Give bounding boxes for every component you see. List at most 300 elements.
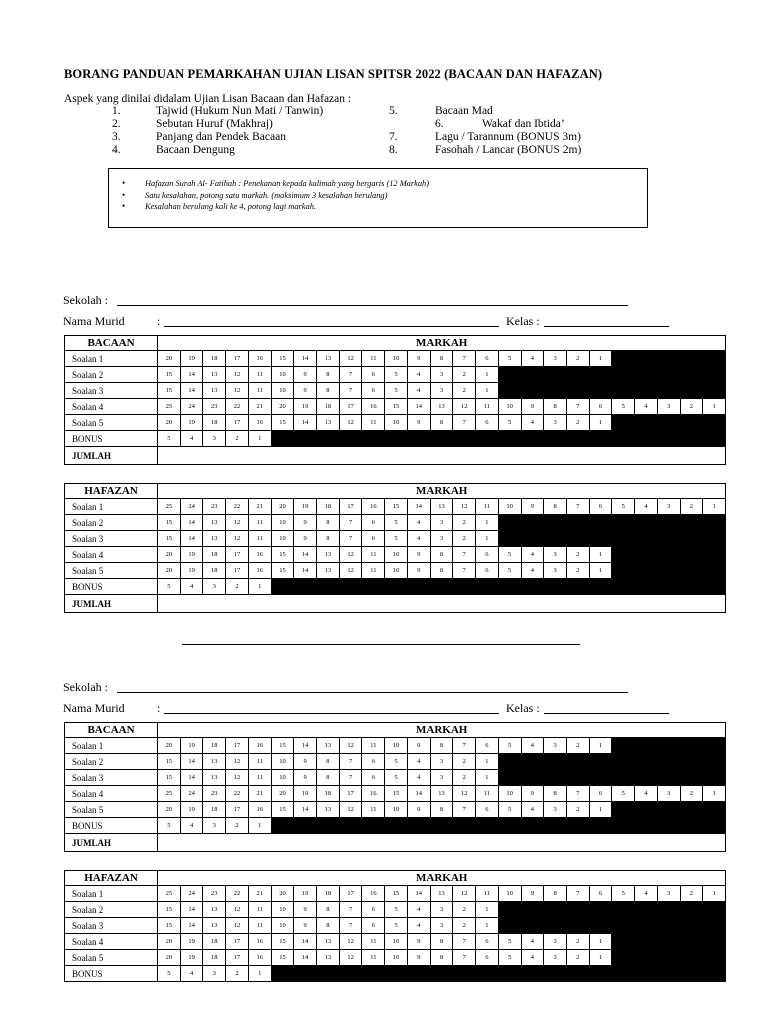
score-cell[interactable]: 10 bbox=[385, 415, 408, 431]
score-cell[interactable]: 25 bbox=[158, 399, 181, 415]
score-cell[interactable]: 17 bbox=[339, 886, 362, 902]
score-cell[interactable]: 18 bbox=[203, 415, 226, 431]
score-cell[interactable]: 8 bbox=[544, 499, 567, 515]
score-cell[interactable]: 14 bbox=[294, 351, 317, 367]
score-cell[interactable]: 12 bbox=[453, 786, 476, 802]
score-cell[interactable]: 10 bbox=[498, 399, 521, 415]
score-cell[interactable]: 20 bbox=[158, 802, 181, 818]
score-cell[interactable]: 10 bbox=[271, 367, 294, 383]
score-cell[interactable]: 14 bbox=[407, 399, 430, 415]
score-cell[interactable]: 17 bbox=[226, 547, 249, 563]
score-cell[interactable]: 13 bbox=[203, 754, 226, 770]
score-cell[interactable]: 5 bbox=[158, 579, 181, 595]
score-cell[interactable]: 16 bbox=[248, 950, 271, 966]
score-cell[interactable]: 7 bbox=[453, 351, 476, 367]
score-cell[interactable]: 4 bbox=[521, 934, 544, 950]
score-cell[interactable]: 4 bbox=[407, 918, 430, 934]
score-cell[interactable]: 5 bbox=[498, 415, 521, 431]
score-cell[interactable]: 20 bbox=[158, 547, 181, 563]
score-cell[interactable]: 14 bbox=[294, 934, 317, 950]
score-cell[interactable]: 15 bbox=[271, 547, 294, 563]
score-cell[interactable]: 4 bbox=[407, 383, 430, 399]
score-cell[interactable]: 21 bbox=[248, 399, 271, 415]
score-cell[interactable]: 19 bbox=[180, 950, 203, 966]
score-cell[interactable]: 2 bbox=[680, 786, 703, 802]
score-cell[interactable]: 9 bbox=[294, 918, 317, 934]
score-cell[interactable]: 15 bbox=[271, 415, 294, 431]
score-cell[interactable]: 2 bbox=[453, 515, 476, 531]
score-cell[interactable]: 22 bbox=[226, 399, 249, 415]
score-cell[interactable]: 5 bbox=[498, 351, 521, 367]
score-cell[interactable]: 18 bbox=[203, 351, 226, 367]
score-cell[interactable]: 12 bbox=[339, 547, 362, 563]
score-cell[interactable]: 12 bbox=[226, 531, 249, 547]
score-cell[interactable]: 4 bbox=[521, 415, 544, 431]
score-cell[interactable]: 11 bbox=[362, 547, 385, 563]
score-cell[interactable]: 6 bbox=[476, 934, 499, 950]
score-cell[interactable]: 20 bbox=[271, 886, 294, 902]
score-cell[interactable]: 9 bbox=[294, 902, 317, 918]
score-cell[interactable]: 14 bbox=[407, 499, 430, 515]
score-cell[interactable]: 2 bbox=[566, 950, 589, 966]
score-cell[interactable]: 15 bbox=[271, 738, 294, 754]
score-cell[interactable]: 14 bbox=[407, 886, 430, 902]
score-cell[interactable]: 16 bbox=[362, 399, 385, 415]
score-cell[interactable]: 1 bbox=[476, 383, 499, 399]
score-cell[interactable]: 8 bbox=[317, 531, 340, 547]
score-cell[interactable]: 25 bbox=[158, 499, 181, 515]
score-cell[interactable]: 13 bbox=[430, 786, 453, 802]
score-cell[interactable]: 20 bbox=[271, 499, 294, 515]
score-cell[interactable]: 4 bbox=[180, 818, 203, 834]
score-cell[interactable]: 8 bbox=[430, 351, 453, 367]
score-cell[interactable]: 19 bbox=[180, 351, 203, 367]
score-cell[interactable]: 12 bbox=[453, 886, 476, 902]
score-cell[interactable]: 7 bbox=[453, 738, 476, 754]
score-cell[interactable]: 1 bbox=[589, 934, 612, 950]
score-cell[interactable]: 13 bbox=[317, 351, 340, 367]
sekolah-input-line[interactable] bbox=[117, 305, 628, 306]
score-cell[interactable]: 11 bbox=[476, 786, 499, 802]
score-cell[interactable]: 7 bbox=[453, 563, 476, 579]
score-cell[interactable]: 18 bbox=[317, 399, 340, 415]
score-cell[interactable]: 4 bbox=[180, 579, 203, 595]
score-cell[interactable]: 22 bbox=[226, 786, 249, 802]
score-cell[interactable]: 8 bbox=[430, 547, 453, 563]
score-cell[interactable]: 12 bbox=[453, 399, 476, 415]
score-cell[interactable]: 9 bbox=[407, 802, 430, 818]
score-cell[interactable]: 10 bbox=[271, 770, 294, 786]
score-cell[interactable]: 17 bbox=[226, 563, 249, 579]
score-cell[interactable]: 1 bbox=[589, 950, 612, 966]
score-cell[interactable]: 8 bbox=[544, 786, 567, 802]
score-cell[interactable]: 7 bbox=[339, 367, 362, 383]
score-cell[interactable]: 7 bbox=[339, 515, 362, 531]
score-cell[interactable]: 7 bbox=[339, 902, 362, 918]
score-cell[interactable]: 16 bbox=[362, 886, 385, 902]
score-cell[interactable]: 6 bbox=[476, 738, 499, 754]
score-cell[interactable]: 12 bbox=[226, 754, 249, 770]
score-cell[interactable]: 3 bbox=[430, 754, 453, 770]
score-cell[interactable]: 14 bbox=[180, 770, 203, 786]
score-cell[interactable]: 6 bbox=[362, 754, 385, 770]
score-cell[interactable]: 21 bbox=[248, 886, 271, 902]
score-cell[interactable]: 1 bbox=[248, 579, 271, 595]
score-cell[interactable]: 11 bbox=[362, 415, 385, 431]
score-cell[interactable]: 9 bbox=[407, 351, 430, 367]
score-cell[interactable]: 1 bbox=[589, 547, 612, 563]
score-cell[interactable]: 24 bbox=[180, 399, 203, 415]
score-cell[interactable]: 9 bbox=[294, 383, 317, 399]
score-cell[interactable]: 12 bbox=[339, 934, 362, 950]
score-cell[interactable]: 1 bbox=[476, 918, 499, 934]
score-cell[interactable]: 9 bbox=[407, 934, 430, 950]
score-cell[interactable]: 14 bbox=[294, 802, 317, 818]
score-cell[interactable]: 6 bbox=[362, 918, 385, 934]
score-cell[interactable]: 10 bbox=[271, 902, 294, 918]
score-cell[interactable]: 7 bbox=[339, 918, 362, 934]
score-cell[interactable]: 12 bbox=[226, 770, 249, 786]
score-cell[interactable]: 18 bbox=[317, 786, 340, 802]
score-cell[interactable]: 18 bbox=[203, 802, 226, 818]
score-cell[interactable]: 9 bbox=[521, 499, 544, 515]
score-cell[interactable]: 4 bbox=[635, 399, 658, 415]
score-cell[interactable]: 13 bbox=[203, 367, 226, 383]
score-cell[interactable]: 6 bbox=[589, 399, 612, 415]
score-cell[interactable]: 12 bbox=[226, 367, 249, 383]
score-cell[interactable]: 9 bbox=[294, 367, 317, 383]
score-cell[interactable]: 20 bbox=[158, 415, 181, 431]
score-cell[interactable]: 9 bbox=[294, 515, 317, 531]
score-cell[interactable]: 5 bbox=[385, 531, 408, 547]
score-cell[interactable]: 20 bbox=[158, 563, 181, 579]
score-cell[interactable]: 2 bbox=[566, 415, 589, 431]
score-cell[interactable]: 14 bbox=[180, 754, 203, 770]
score-cell[interactable]: 5 bbox=[612, 786, 635, 802]
score-cell[interactable]: 23 bbox=[203, 399, 226, 415]
score-cell[interactable]: 18 bbox=[203, 738, 226, 754]
score-cell[interactable]: 1 bbox=[248, 966, 271, 982]
score-cell[interactable]: 10 bbox=[271, 515, 294, 531]
score-cell[interactable]: 9 bbox=[407, 950, 430, 966]
score-cell[interactable]: 16 bbox=[248, 351, 271, 367]
score-cell[interactable]: 15 bbox=[271, 563, 294, 579]
score-cell[interactable]: 16 bbox=[248, 738, 271, 754]
score-cell[interactable]: 5 bbox=[498, 547, 521, 563]
score-cell[interactable]: 4 bbox=[407, 770, 430, 786]
score-cell[interactable]: 1 bbox=[248, 431, 271, 447]
score-cell[interactable]: 15 bbox=[158, 902, 181, 918]
score-cell[interactable]: 8 bbox=[317, 383, 340, 399]
score-cell[interactable]: 5 bbox=[612, 399, 635, 415]
score-cell[interactable]: 8 bbox=[317, 902, 340, 918]
score-cell[interactable]: 2 bbox=[226, 966, 249, 982]
score-cell[interactable]: 15 bbox=[385, 886, 408, 902]
score-cell[interactable]: 4 bbox=[635, 786, 658, 802]
score-cell[interactable]: 14 bbox=[294, 547, 317, 563]
score-cell[interactable]: 18 bbox=[317, 886, 340, 902]
score-cell[interactable]: 3 bbox=[544, 415, 567, 431]
score-cell[interactable]: 11 bbox=[362, 950, 385, 966]
score-cell[interactable]: 9 bbox=[407, 547, 430, 563]
score-cell[interactable]: 10 bbox=[385, 547, 408, 563]
score-cell[interactable]: 3 bbox=[203, 579, 226, 595]
score-cell[interactable]: 10 bbox=[271, 531, 294, 547]
score-cell[interactable]: 3 bbox=[430, 383, 453, 399]
score-cell[interactable]: 10 bbox=[498, 786, 521, 802]
score-cell[interactable]: 15 bbox=[158, 367, 181, 383]
score-cell[interactable]: 1 bbox=[589, 563, 612, 579]
score-cell[interactable]: 5 bbox=[498, 738, 521, 754]
score-cell[interactable]: 12 bbox=[339, 351, 362, 367]
jumlah-input[interactable] bbox=[158, 595, 726, 613]
score-cell[interactable]: 9 bbox=[521, 399, 544, 415]
score-cell[interactable]: 7 bbox=[339, 754, 362, 770]
score-cell[interactable]: 19 bbox=[294, 399, 317, 415]
score-cell[interactable]: 8 bbox=[430, 802, 453, 818]
score-cell[interactable]: 22 bbox=[226, 499, 249, 515]
score-cell[interactable]: 3 bbox=[544, 738, 567, 754]
score-cell[interactable]: 2 bbox=[453, 754, 476, 770]
score-cell[interactable]: 7 bbox=[339, 383, 362, 399]
score-cell[interactable]: 21 bbox=[248, 499, 271, 515]
score-cell[interactable]: 1 bbox=[589, 738, 612, 754]
score-cell[interactable]: 7 bbox=[566, 499, 589, 515]
score-cell[interactable]: 13 bbox=[203, 770, 226, 786]
score-cell[interactable]: 5 bbox=[612, 499, 635, 515]
score-cell[interactable]: 3 bbox=[430, 770, 453, 786]
score-cell[interactable]: 14 bbox=[294, 563, 317, 579]
score-cell[interactable]: 2 bbox=[566, 802, 589, 818]
score-cell[interactable]: 15 bbox=[271, 802, 294, 818]
score-cell[interactable]: 2 bbox=[680, 399, 703, 415]
score-cell[interactable]: 17 bbox=[226, 934, 249, 950]
score-cell[interactable]: 7 bbox=[453, 950, 476, 966]
score-cell[interactable]: 1 bbox=[476, 531, 499, 547]
score-cell[interactable]: 19 bbox=[180, 415, 203, 431]
score-cell[interactable]: 14 bbox=[180, 515, 203, 531]
score-cell[interactable]: 3 bbox=[544, 563, 567, 579]
score-cell[interactable]: 8 bbox=[317, 367, 340, 383]
score-cell[interactable]: 5 bbox=[385, 367, 408, 383]
score-cell[interactable]: 6 bbox=[476, 563, 499, 579]
score-cell[interactable]: 9 bbox=[294, 770, 317, 786]
score-cell[interactable]: 5 bbox=[385, 383, 408, 399]
score-cell[interactable]: 12 bbox=[339, 738, 362, 754]
score-cell[interactable]: 12 bbox=[339, 415, 362, 431]
score-cell[interactable]: 13 bbox=[317, 415, 340, 431]
score-cell[interactable]: 8 bbox=[430, 950, 453, 966]
score-cell[interactable]: 1 bbox=[589, 351, 612, 367]
score-cell[interactable]: 18 bbox=[203, 950, 226, 966]
score-cell[interactable]: 9 bbox=[407, 415, 430, 431]
score-cell[interactable]: 8 bbox=[430, 934, 453, 950]
score-cell[interactable]: 15 bbox=[385, 499, 408, 515]
score-cell[interactable]: 6 bbox=[362, 515, 385, 531]
score-cell[interactable]: 8 bbox=[430, 738, 453, 754]
score-cell[interactable]: 2 bbox=[453, 367, 476, 383]
score-cell[interactable]: 6 bbox=[589, 886, 612, 902]
score-cell[interactable]: 3 bbox=[203, 966, 226, 982]
score-cell[interactable]: 4 bbox=[180, 431, 203, 447]
score-cell[interactable]: 4 bbox=[407, 367, 430, 383]
score-cell[interactable]: 7 bbox=[453, 415, 476, 431]
score-cell[interactable]: 2 bbox=[680, 499, 703, 515]
nama-murid-input-line[interactable] bbox=[164, 713, 499, 714]
score-cell[interactable]: 11 bbox=[248, 515, 271, 531]
score-cell[interactable]: 2 bbox=[226, 818, 249, 834]
score-cell[interactable]: 6 bbox=[476, 950, 499, 966]
score-cell[interactable]: 1 bbox=[703, 786, 726, 802]
score-cell[interactable]: 3 bbox=[544, 547, 567, 563]
score-cell[interactable]: 3 bbox=[430, 515, 453, 531]
score-cell[interactable]: 12 bbox=[226, 902, 249, 918]
score-cell[interactable]: 13 bbox=[203, 531, 226, 547]
score-cell[interactable]: 8 bbox=[317, 918, 340, 934]
score-cell[interactable]: 5 bbox=[498, 934, 521, 950]
score-cell[interactable]: 2 bbox=[453, 902, 476, 918]
score-cell[interactable]: 5 bbox=[158, 818, 181, 834]
score-cell[interactable]: 7 bbox=[339, 531, 362, 547]
score-cell[interactable]: 9 bbox=[294, 754, 317, 770]
score-cell[interactable]: 6 bbox=[476, 351, 499, 367]
score-cell[interactable]: 15 bbox=[271, 950, 294, 966]
score-cell[interactable]: 14 bbox=[180, 367, 203, 383]
score-cell[interactable]: 6 bbox=[362, 383, 385, 399]
score-cell[interactable]: 8 bbox=[317, 770, 340, 786]
score-cell[interactable]: 11 bbox=[362, 934, 385, 950]
score-cell[interactable]: 14 bbox=[407, 786, 430, 802]
score-cell[interactable]: 19 bbox=[180, 934, 203, 950]
score-cell[interactable]: 17 bbox=[226, 415, 249, 431]
kelas-input-line[interactable] bbox=[544, 713, 669, 714]
score-cell[interactable]: 3 bbox=[657, 786, 680, 802]
score-cell[interactable]: 12 bbox=[453, 499, 476, 515]
score-cell[interactable]: 25 bbox=[158, 886, 181, 902]
score-cell[interactable]: 5 bbox=[385, 515, 408, 531]
score-cell[interactable]: 5 bbox=[385, 754, 408, 770]
score-cell[interactable]: 19 bbox=[180, 547, 203, 563]
score-cell[interactable]: 13 bbox=[317, 563, 340, 579]
score-cell[interactable]: 13 bbox=[203, 515, 226, 531]
score-cell[interactable]: 3 bbox=[544, 934, 567, 950]
score-cell[interactable]: 20 bbox=[271, 399, 294, 415]
score-cell[interactable]: 12 bbox=[226, 383, 249, 399]
score-cell[interactable]: 6 bbox=[476, 415, 499, 431]
score-cell[interactable]: 15 bbox=[271, 934, 294, 950]
score-cell[interactable]: 13 bbox=[430, 399, 453, 415]
score-cell[interactable]: 16 bbox=[362, 786, 385, 802]
score-cell[interactable]: 15 bbox=[158, 918, 181, 934]
score-cell[interactable]: 14 bbox=[180, 531, 203, 547]
score-cell[interactable]: 5 bbox=[385, 902, 408, 918]
score-cell[interactable]: 17 bbox=[339, 786, 362, 802]
score-cell[interactable]: 6 bbox=[589, 786, 612, 802]
score-cell[interactable]: 17 bbox=[226, 950, 249, 966]
score-cell[interactable]: 16 bbox=[248, 415, 271, 431]
score-cell[interactable]: 13 bbox=[203, 918, 226, 934]
score-cell[interactable]: 24 bbox=[180, 499, 203, 515]
score-cell[interactable]: 11 bbox=[248, 902, 271, 918]
score-cell[interactable]: 11 bbox=[362, 738, 385, 754]
score-cell[interactable]: 13 bbox=[203, 902, 226, 918]
score-cell[interactable]: 2 bbox=[566, 934, 589, 950]
score-cell[interactable]: 3 bbox=[430, 902, 453, 918]
score-cell[interactable]: 19 bbox=[180, 563, 203, 579]
score-cell[interactable]: 1 bbox=[476, 754, 499, 770]
sekolah-input-line[interactable] bbox=[117, 692, 628, 693]
score-cell[interactable]: 10 bbox=[271, 383, 294, 399]
score-cell[interactable]: 3 bbox=[430, 531, 453, 547]
score-cell[interactable]: 4 bbox=[635, 886, 658, 902]
score-cell[interactable]: 10 bbox=[271, 754, 294, 770]
score-cell[interactable]: 6 bbox=[362, 770, 385, 786]
score-cell[interactable]: 3 bbox=[657, 399, 680, 415]
score-cell[interactable]: 4 bbox=[521, 738, 544, 754]
score-cell[interactable]: 15 bbox=[158, 515, 181, 531]
score-cell[interactable]: 1 bbox=[589, 802, 612, 818]
score-cell[interactable]: 4 bbox=[521, 547, 544, 563]
score-cell[interactable]: 17 bbox=[226, 802, 249, 818]
score-cell[interactable]: 16 bbox=[248, 934, 271, 950]
score-cell[interactable]: 5 bbox=[498, 950, 521, 966]
score-cell[interactable]: 16 bbox=[248, 802, 271, 818]
score-cell[interactable]: 8 bbox=[544, 399, 567, 415]
score-cell[interactable]: 2 bbox=[453, 383, 476, 399]
score-cell[interactable]: 11 bbox=[476, 499, 499, 515]
score-cell[interactable]: 14 bbox=[180, 902, 203, 918]
score-cell[interactable]: 23 bbox=[203, 786, 226, 802]
score-cell[interactable]: 3 bbox=[544, 950, 567, 966]
score-cell[interactable]: 17 bbox=[339, 399, 362, 415]
score-cell[interactable]: 3 bbox=[544, 351, 567, 367]
score-cell[interactable]: 1 bbox=[589, 415, 612, 431]
score-cell[interactable]: 11 bbox=[362, 351, 385, 367]
score-cell[interactable]: 7 bbox=[566, 886, 589, 902]
score-cell[interactable]: 8 bbox=[317, 754, 340, 770]
score-cell[interactable]: 1 bbox=[476, 902, 499, 918]
score-cell[interactable]: 19 bbox=[294, 786, 317, 802]
score-cell[interactable]: 11 bbox=[362, 802, 385, 818]
score-cell[interactable]: 4 bbox=[407, 902, 430, 918]
score-cell[interactable]: 14 bbox=[294, 950, 317, 966]
score-cell[interactable]: 9 bbox=[521, 886, 544, 902]
nama-murid-input-line[interactable] bbox=[164, 326, 499, 327]
score-cell[interactable]: 11 bbox=[248, 770, 271, 786]
score-cell[interactable]: 3 bbox=[657, 499, 680, 515]
score-cell[interactable]: 20 bbox=[158, 351, 181, 367]
score-cell[interactable]: 18 bbox=[203, 547, 226, 563]
score-cell[interactable]: 15 bbox=[158, 770, 181, 786]
score-cell[interactable]: 12 bbox=[339, 563, 362, 579]
score-cell[interactable]: 8 bbox=[317, 515, 340, 531]
score-cell[interactable]: 9 bbox=[521, 786, 544, 802]
score-cell[interactable]: 5 bbox=[158, 431, 181, 447]
score-cell[interactable]: 5 bbox=[385, 918, 408, 934]
score-cell[interactable]: 9 bbox=[294, 531, 317, 547]
score-cell[interactable]: 8 bbox=[430, 415, 453, 431]
score-cell[interactable]: 24 bbox=[180, 886, 203, 902]
score-cell[interactable]: 20 bbox=[158, 738, 181, 754]
score-cell[interactable]: 2 bbox=[453, 918, 476, 934]
score-cell[interactable]: 2 bbox=[226, 431, 249, 447]
score-cell[interactable]: 5 bbox=[612, 886, 635, 902]
score-cell[interactable]: 15 bbox=[385, 786, 408, 802]
score-cell[interactable]: 13 bbox=[430, 499, 453, 515]
score-cell[interactable]: 5 bbox=[498, 802, 521, 818]
score-cell[interactable]: 11 bbox=[248, 918, 271, 934]
score-cell[interactable]: 2 bbox=[453, 770, 476, 786]
